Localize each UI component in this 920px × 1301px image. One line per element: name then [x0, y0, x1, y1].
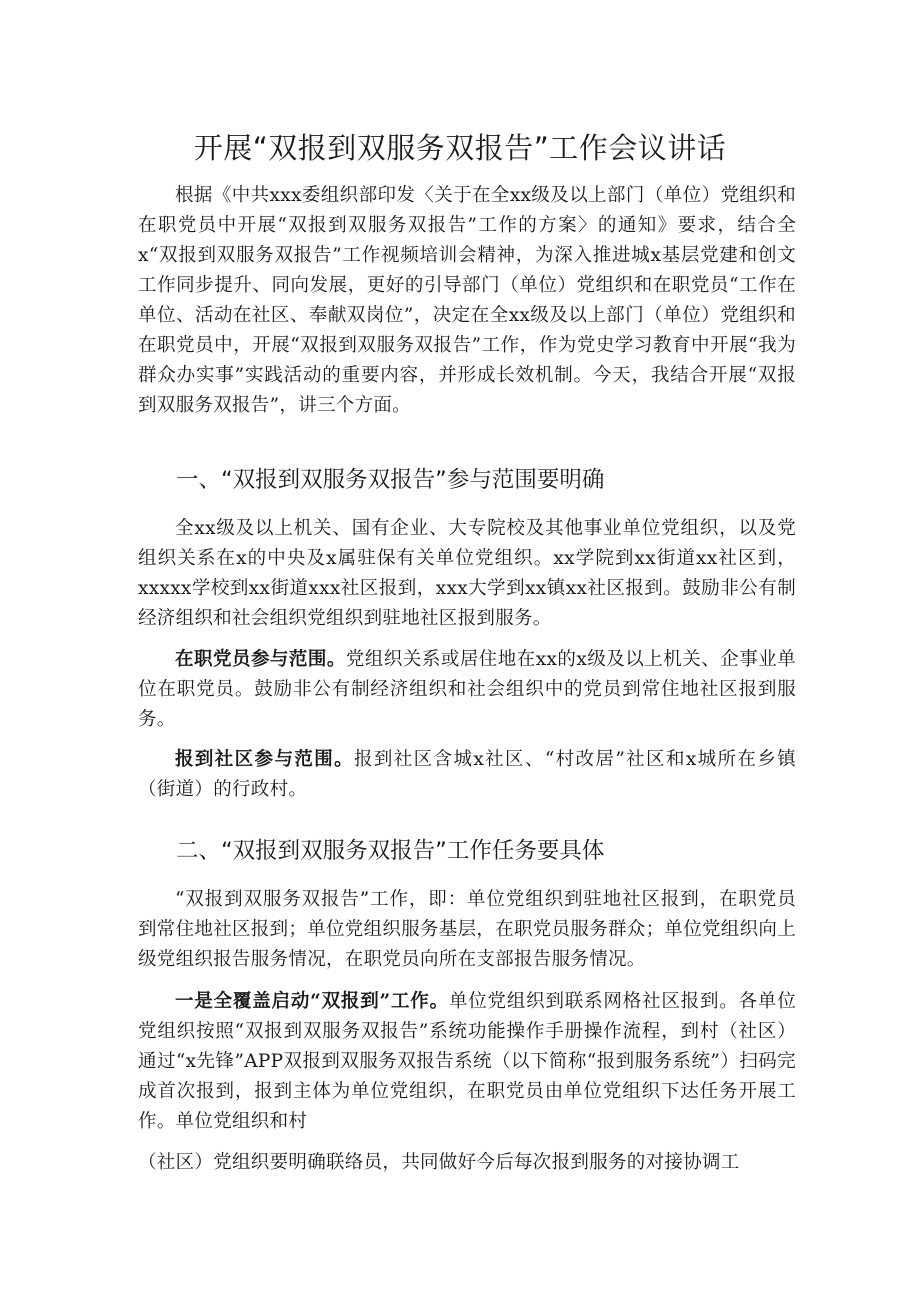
paragraph-lead: 一是全覆盖启动“双报到”工作。: [175, 991, 449, 1012]
paragraph-text: 单位党组织到联系网格社区报到。各单位党组织按照“双报到双服务双报告”系统功能操作手册操作流程，到村（社区）通过“x先锋”APP双报到双服务双报告系统（以下简称“报到服务系统”）扫码完成首次报到，报到主体为单位党组织，在职党员由单位党组织下达任务开展工作。单位党组织和村: [138, 991, 796, 1132]
section-1-heading: 一、“双报到双服务双报告”参与范围要明确: [176, 467, 605, 493]
section-1-paragraph-2: [138, 645, 796, 735]
section-2-paragraph-1: “双报到双服务双报告”工作，即：单位党组织到驻地社区报到，在职党员到常住地社区报到；单位党组织服务基层，在职党员服务群众；单位党组织向上级党组织报告服务情况，在职党员向所在支部报告服务情况。: [138, 889, 797, 970]
section-1-paragraph-3: [138, 745, 796, 805]
section-2-paragraph-3: （社区）党组织要明确联络员，共同做好今后每次报到服务的对接协调工: [138, 1152, 740, 1173]
paragraph-lead: 报到社区参与范围。: [175, 749, 354, 770]
paragraph-text: 报到社区含城x社区、“村改居”社区和x城所在乡镇（街道）的行政村。: [138, 749, 797, 800]
section-2-paragraph-2: [138, 987, 796, 1137]
section-1-paragraph-1: 全xx级及以上机关、国有企业、大专院校及其他事业单位党组织，以及党组织关系在x的中央及x属驻保有关单位党组织。xx学院到xx街道xx社区到，xxxxx学校到xx街道xxx社区报到，xxx大学到xx镇xx社区报到。鼓励非公有制经济组织和社会组织党组织到驻地社区报到服务。: [138, 518, 796, 629]
paragraph-lead: 在职党员参与范围。: [175, 649, 346, 670]
document-title: 开展“双报到双服务双报告”工作会议讲话: [193, 131, 727, 165]
intro-paragraph: 根据《中共xxx委组织部印发〈关于在全xx级及以上部门（单位）党组织和在职党员中开展“双报到双服务双报告”工作的方案〉的通知》要求，结合全x“双报到双服务双报告”工作视频培训会精神，为深入推进城x基层党建和创文工作同步提升、同向发展，更好的引导部门（单位）党组织和在职党员“工作在单位、活动在社区、奉献双岗位”，决定在全xx级及以上部门（单位）党组织和在职党员中，开展“双报到双服务双报告”工作，作为党史学习教育中开展“我为群众办实事”实践活动的重要内容，并形成长效机制。今天，我结合开展“双报到双服务双报告”，讲三个方面。: [138, 185, 796, 416]
section-2-heading: 二、“双报到双服务双报告”工作任务要具体: [176, 838, 605, 864]
paragraph-text: 党组织关系或居住地在xx的x级及以上机关、企事业单位在职党员。鼓励非公有制经济组织和社会组织中的党员到常住地社区报到服务。: [138, 649, 796, 730]
